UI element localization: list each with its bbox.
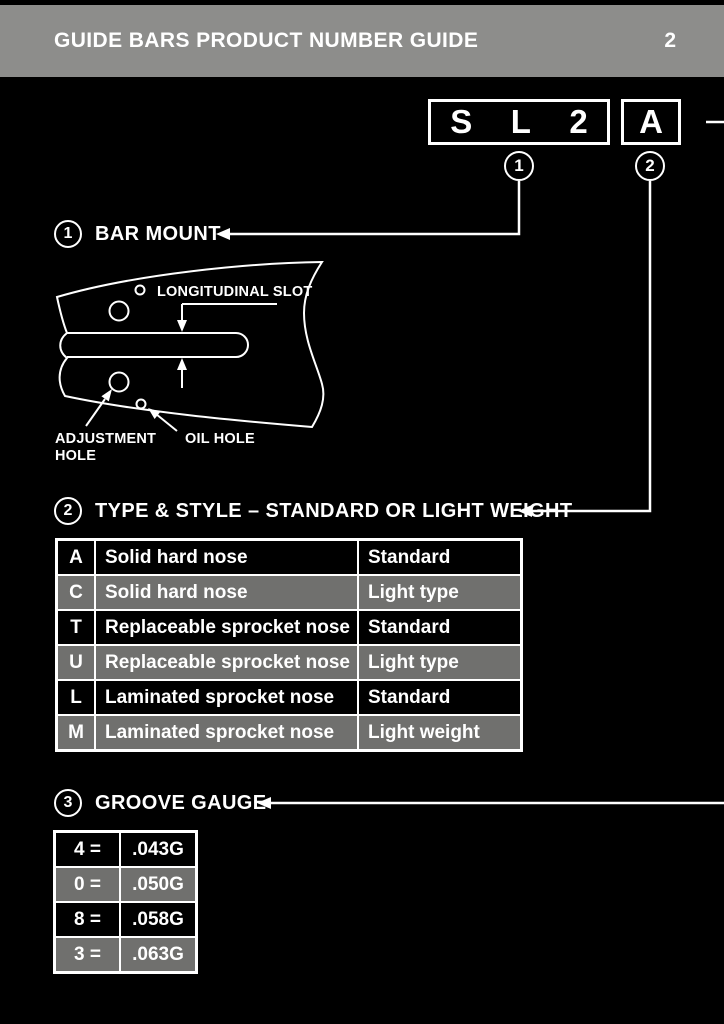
oil-hole: [137, 400, 146, 409]
gauge-cell: .043G: [120, 832, 197, 868]
section-2-title: TYPE & STYLE – STANDARD OR LIGHT WEIGHT: [95, 499, 573, 522]
callout-circle-2: [635, 151, 665, 181]
mount-hole-top: [110, 302, 129, 321]
code-suffix-letter: A: [639, 103, 663, 140]
table-row: [57, 540, 522, 576]
arrow-down-icon: [177, 320, 187, 332]
product-code-suffix-box: [621, 99, 681, 145]
code-letter-2: L: [510, 103, 531, 140]
digit-cell: 3 =: [55, 937, 121, 973]
arrow-up-right-icon: [101, 389, 112, 401]
section-3-title: GROOVE GAUGE: [95, 791, 267, 814]
gauge-cell: .063G: [120, 937, 197, 973]
adjustment-hole-arrow-line: [86, 399, 105, 426]
table-row: [57, 575, 522, 610]
section-heading-bar-mount: [54, 220, 221, 248]
desc-cell: Replaceable sprocket nose: [95, 645, 358, 680]
desc-cell: Replaceable sprocket nose: [95, 610, 358, 645]
page-number: 2: [664, 29, 676, 52]
desc-cell: Solid hard nose: [95, 575, 358, 610]
digit-cell: 8 =: [55, 902, 121, 937]
section-3-circle: [54, 789, 82, 817]
desc-cell: Laminated sprocket nose: [95, 680, 358, 715]
style-cell: Standard: [358, 540, 522, 576]
section-1-number: 1: [63, 225, 73, 242]
adjustment-hole-label: ADJUSTMENT: [55, 431, 157, 447]
table-row: [57, 610, 522, 645]
type-style-table: [55, 538, 523, 752]
style-cell: Standard: [358, 610, 522, 645]
callout2-leader-line: [532, 181, 650, 511]
table-row: [57, 715, 522, 751]
table-row: [57, 680, 522, 715]
longitudinal-slot-label: LONGITUDINAL SLOT: [157, 284, 313, 300]
digit-cell: 0 =: [55, 867, 121, 902]
code-cell: U: [57, 645, 96, 680]
style-cell: Light type: [358, 645, 522, 680]
gauge-cell: .058G: [120, 902, 197, 937]
code-cell: A: [57, 540, 96, 576]
product-code-box: [428, 99, 610, 145]
section-2-circle: [54, 497, 82, 525]
arrow-up-left-icon: [148, 408, 160, 419]
style-cell: Standard: [358, 680, 522, 715]
gauge-cell: .050G: [120, 867, 197, 902]
small-hole-top: [136, 286, 145, 295]
table-row: [55, 867, 197, 902]
section-heading-groove-gauge: [54, 789, 267, 817]
code-cell: C: [57, 575, 96, 610]
table-row: [55, 902, 197, 937]
section-1-title: BAR MOUNT: [95, 222, 221, 245]
code-cell: M: [57, 715, 96, 751]
callout-1-number: 1: [514, 156, 524, 175]
adjustment-hole: [110, 373, 129, 392]
style-cell: Light type: [358, 575, 522, 610]
style-cell: Light weight: [358, 715, 522, 751]
digit-cell: 4 =: [55, 832, 121, 868]
arrow-up-icon: [177, 358, 187, 370]
table-row: [55, 832, 197, 868]
desc-cell: Solid hard nose: [95, 540, 358, 576]
adjustment-hole-label-line2: HOLE: [55, 448, 97, 464]
code-letter-1: S: [450, 103, 473, 140]
longitudinal-slot-shape: [67, 333, 248, 357]
desc-cell: Laminated sprocket nose: [95, 715, 358, 751]
section-2-number: 2: [63, 502, 73, 519]
code-cell: T: [57, 610, 96, 645]
section-1-circle: [54, 220, 82, 248]
section-heading-type-style: [54, 497, 572, 525]
oil-hole-arrow-line: [156, 414, 177, 431]
section-3-number: 3: [63, 794, 73, 811]
code-letter-3: 2: [569, 103, 588, 140]
page-title: GUIDE BARS PRODUCT NUMBER GUIDE: [54, 29, 479, 52]
callout-circle-1: [504, 151, 534, 181]
code-cell: L: [57, 680, 96, 715]
oil-hole-label: OIL HOLE: [185, 431, 255, 447]
callout-2-number: 2: [645, 156, 655, 175]
groove-gauge-table: [53, 830, 198, 974]
table-row: [55, 937, 197, 973]
callout1-leader-line: [230, 181, 519, 234]
table-row: [57, 645, 522, 680]
